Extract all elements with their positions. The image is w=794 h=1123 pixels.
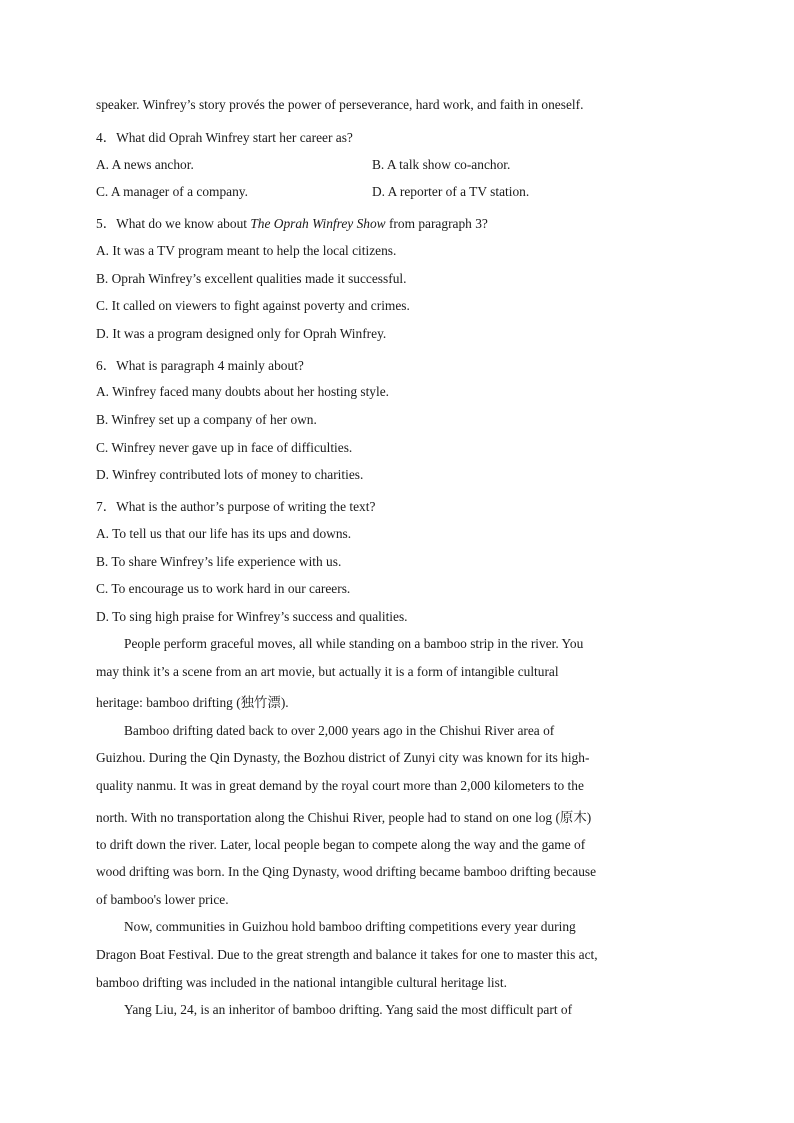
question-5-stem-after: from paragraph 3? bbox=[385, 216, 488, 231]
passage-line: quality nanmu. It was in great demand by the royal court more than 2,000 kilometers to the bbox=[96, 778, 584, 793]
passage-line: may think it’s a scene from an art movie, but actually it is a form of intangible cultural bbox=[96, 664, 559, 679]
question-7-stem: 7．What is the author’s purpose of writing the text? bbox=[96, 499, 376, 514]
question-5-option-d: D. It was a program designed only for Oprah Winfrey. bbox=[96, 326, 387, 341]
passage-line: wood drifting was born. In the Qing Dynasty, wood drifting became bamboo drifting because bbox=[96, 864, 597, 879]
question-7-option-b: B. To share Winfrey’s life experience with us. bbox=[96, 554, 342, 569]
passage-line: Now, communities in Guizhou hold bamboo drifting competitions every year during bbox=[124, 919, 576, 934]
question-5-option-b: B. Oprah Winfrey’s excellent qualities made it successful. bbox=[96, 271, 407, 286]
question-7-option-c: C. To encourage us to work hard in our careers. bbox=[96, 581, 351, 596]
passage-line: Dragon Boat Festival. Due to the great strength and balance it takes for one to master this act, bbox=[96, 947, 598, 962]
intro-line: speaker. Winfrey’s story provés the power of perseverance, hard work, and faith in oneself. bbox=[96, 97, 584, 112]
passage-line: of bamboo's lower price. bbox=[96, 892, 229, 907]
question-6-option-b: B. Winfrey set up a company of her own. bbox=[96, 412, 317, 427]
question-4-option-c: C. A manager of a company. bbox=[96, 184, 248, 199]
passage-line: north. With no transportation along the Chishui River, people had to stand on one log (原木) bbox=[96, 810, 592, 825]
question-6-stem: 6．What is paragraph 4 mainly about? bbox=[96, 358, 304, 373]
question-5-option-a: A. It was a TV program meant to help the local citizens. bbox=[96, 243, 397, 258]
question-5-option-c: C. It called on viewers to fight against poverty and crimes. bbox=[96, 298, 410, 313]
question-4-stem: 4．What did Oprah Winfrey start her career as? bbox=[96, 130, 353, 145]
question-6-option-c: C. Winfrey never gave up in face of difficulties. bbox=[96, 440, 353, 455]
passage-line: People perform graceful moves, all while standing on a bamboo strip in the river. You bbox=[124, 636, 584, 651]
passage-line: bamboo drifting was included in the national intangible cultural heritage list. bbox=[96, 975, 507, 990]
question-5-show-title: The Oprah Winfrey Show bbox=[250, 216, 386, 231]
passage-line: to drift down the river. Later, local people began to compete along the way and the game of bbox=[96, 837, 586, 852]
passage-line: Guizhou. During the Qin Dynasty, the Bozhou district of Zunyi city was known for its high- bbox=[96, 750, 590, 765]
passage-line: heritage: bamboo drifting (独竹漂). bbox=[96, 695, 289, 710]
question-5-stem-before: 5．What do we know about bbox=[96, 216, 251, 231]
passage-line: Bamboo drifting dated back to over 2,000 years ago in the Chishui River area of bbox=[124, 723, 555, 738]
question-6-option-d: D. Winfrey contributed lots of money to charities. bbox=[96, 467, 364, 482]
question-4-option-d: D. A reporter of a TV station. bbox=[372, 184, 530, 199]
question-7-option-a: A. To tell us that our life has its ups and downs. bbox=[96, 526, 352, 541]
passage-line: Yang Liu, 24, is an inheritor of bamboo drifting. Yang said the most difficult part of bbox=[124, 1002, 573, 1017]
question-4-option-b: B. A talk show co-anchor. bbox=[372, 157, 511, 172]
question-5-stem bbox=[96, 213, 488, 232]
question-4-option-a: A. A news anchor. bbox=[96, 157, 194, 172]
question-7-option-d: D. To sing high praise for Winfrey’s success and qualities. bbox=[96, 609, 408, 624]
question-6-option-a: A. Winfrey faced many doubts about her hosting style. bbox=[96, 384, 389, 399]
